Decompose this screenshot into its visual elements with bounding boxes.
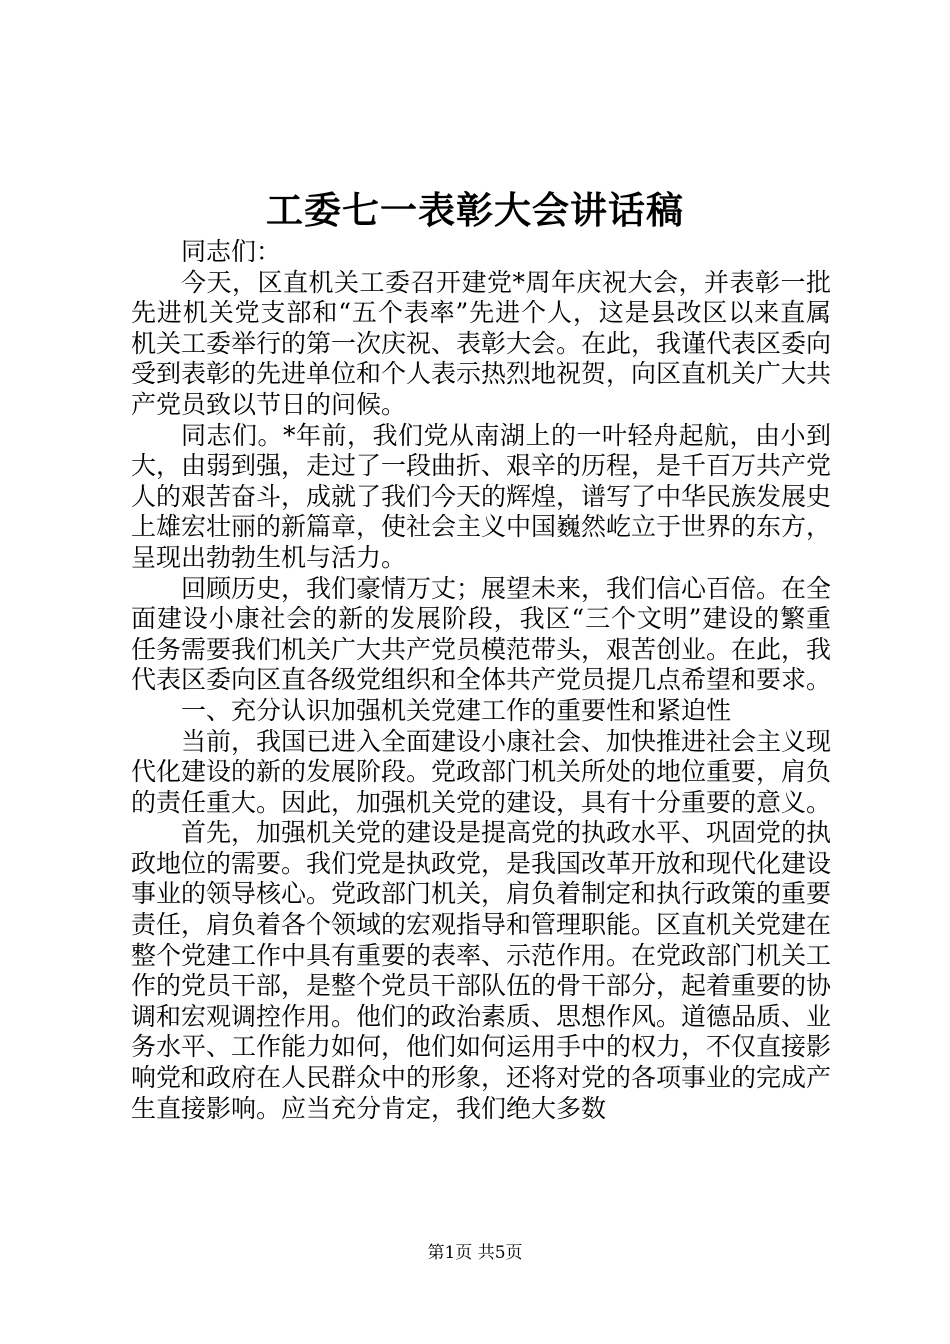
salutation-paragraph: 同志们：: [181, 237, 282, 266]
body-paragraph: 当前，我国已进入全面建设小康社会、加快推进社会主义现代化建设的新的发展阶段。党政部门机关所处的地位重要，肩负的责任重大。因此，加强机关党的建设，具有十分重要的意义。: [131, 726, 832, 817]
body-paragraph: 首先，加强机关党的建设是提高党的执政水平、巩固党的执政地位的需要。我们党是执政党，是我国改革开放和现代化建设事业的领导核心。党政部门机关，肩负着制定和执行政策的重要责任，肩负着各个领域的宏观指导和管理职能。区直机关党建在整个党建工作中具有重要的表率、示范作用。在党政部门机关工作的党员干部，是整个党员干部队伍的骨干部分，起着重要的协调和宏观调控作用。他们的政治素质、思想作风。道德品质、业务水平、工作能力如何，他们如何运用手中的权力，不仅直接影响党和政府在人民群众中的形象，还将对党的各项事业的完成产生直接影响。应当充分肯定，我们绝大多数: [131, 818, 832, 1123]
body-paragraph: 今天，区直机关工委召开建党*周年庆祝大会，并表彰一批先进机关党支部和“五个表率”先进个人，这是县改区以来直属机关工委举行的第一次庆祝、表彰大会。在此，我谨代表区委向受到表彰的先进单位和个人表示热烈地祝贺，向区直机关广大共产党员致以节日的问候。: [131, 267, 832, 419]
body-paragraph: 同志们。*年前，我们党从南湖上的一叶轻舟起航，由小到大，由弱到强，走过了一段曲折、艰辛的历程，是千百万共产党人的艰苦奋斗，成就了我们今天的辉煌，谱写了中华民族发展史上雄宏壮丽的新篇章，使社会主义中国巍然屹立于世界的东方，呈现出勃勃生机与活力。: [131, 420, 832, 572]
page-number-footer: 第1页 共5页: [427, 1243, 523, 1263]
document-body: [131, 237, 831, 1124]
document-title: 工委七一表彰大会讲话稿: [266, 188, 684, 232]
section-heading: 一、充分认识加强机关党建工作的重要性和紧迫性: [181, 695, 732, 725]
body-paragraph: 回顾历史，我们豪情万丈；展望未来，我们信心百倍。在全面建设小康社会的新的发展阶段，我区“三个文明”建设的繁重任务需要我们机关广大共产党员模范带头，艰苦创业。在此，我代表区委向区直各级党组织和全体共产党员提几点希望和要求。: [131, 573, 832, 695]
